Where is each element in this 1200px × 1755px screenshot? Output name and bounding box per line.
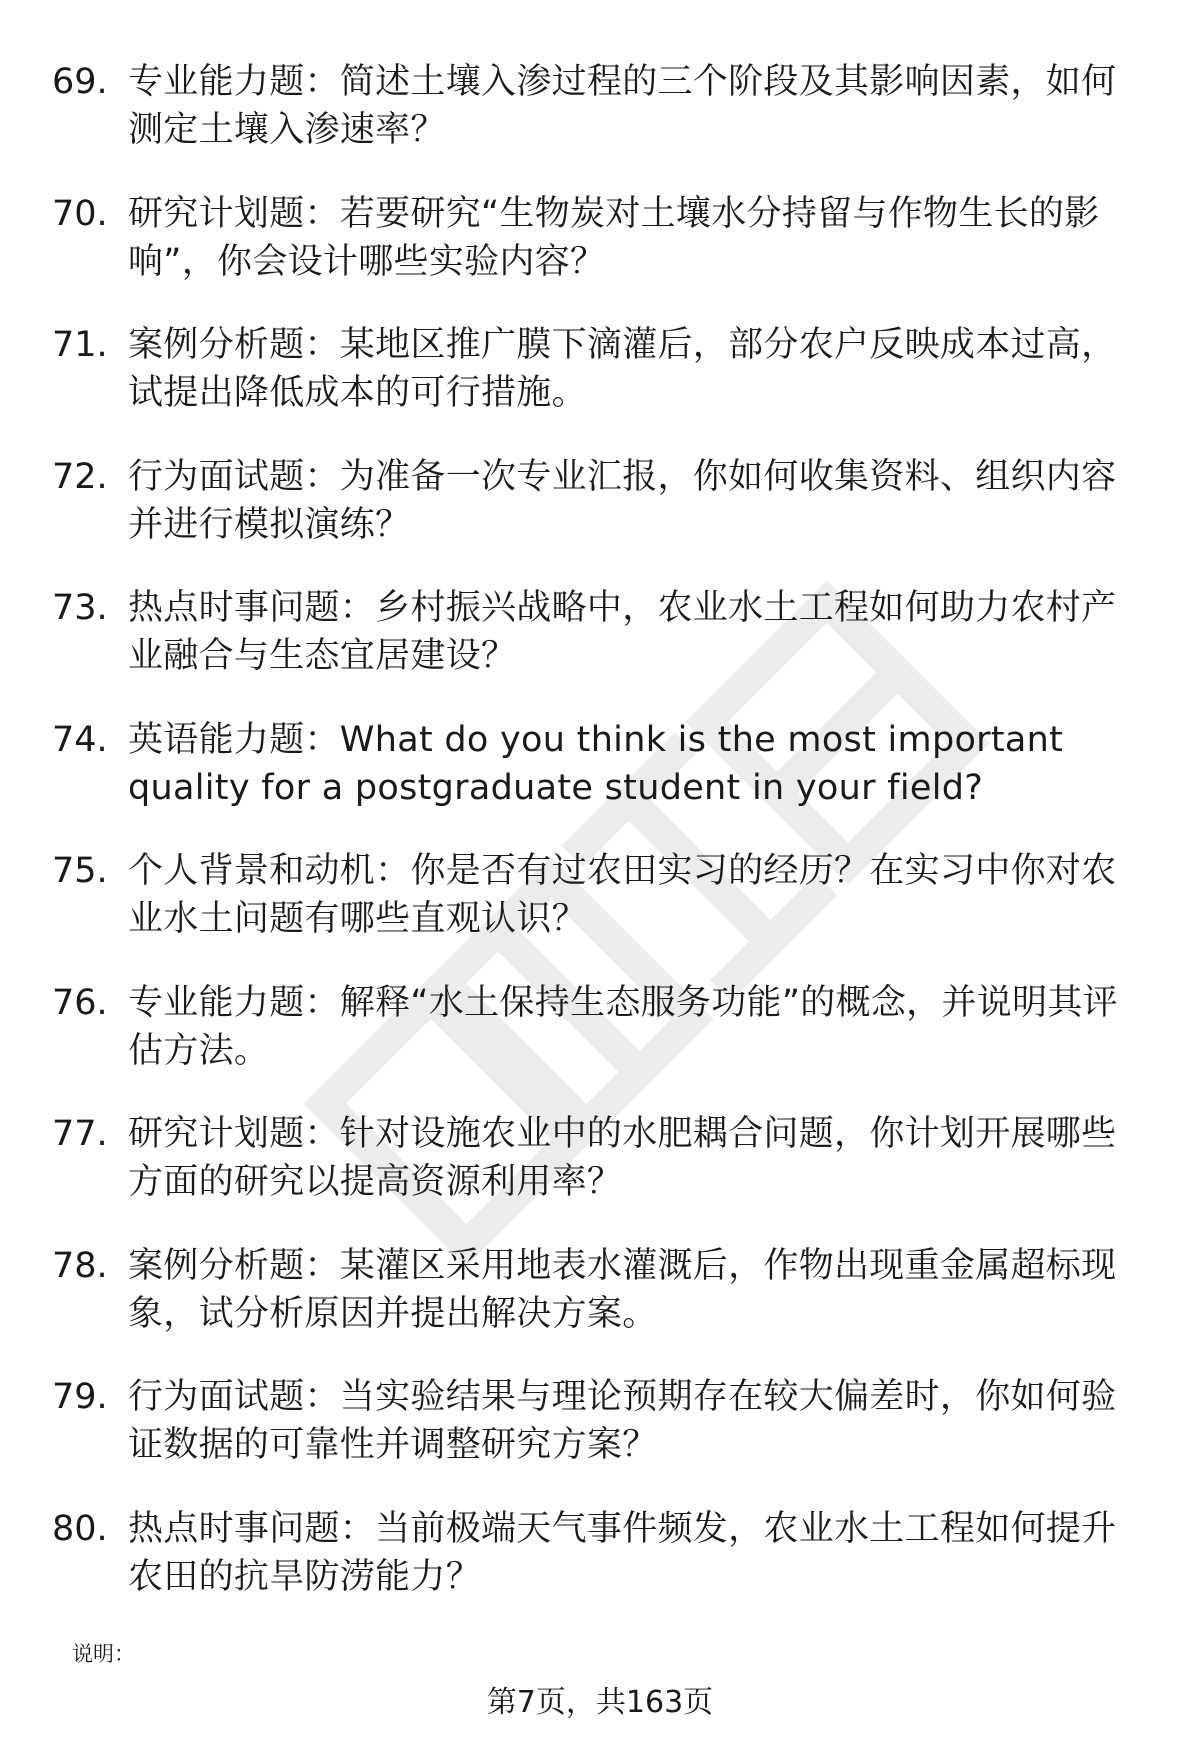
question-number: 80. — [52, 1508, 108, 1549]
question-text: 行为面试题：当实验结果与理论预期存在较大偏差时，你如何验证数据的可靠性并调整研究方案？ — [128, 1377, 1117, 1465]
question-text: 英语能力题：What do you think is the most important quality for a postgraduate student in your field? — [128, 719, 1064, 808]
question-number: 78. — [52, 1245, 108, 1286]
page-indicator: 第7页，共163页 — [486, 1685, 714, 1720]
question-text: 个人背景和动机：你是否有过农田实习的经历？在实习中你对农业水土问题有哪些直观认识？ — [128, 851, 1117, 939]
question-text: 研究计划题：若要研究“生物炭对土壤水分持留与作物生长的影响”，你会设计哪些实验内容？ — [128, 193, 1100, 282]
question-text: 热点时事问题：乡村振兴战略中，农业水土工程如何助力农村产业融合与生态宜居建设？ — [128, 588, 1117, 676]
question-number: 77. — [52, 1114, 108, 1154]
question-number: 71. — [52, 325, 108, 365]
question-item — [52, 1505, 1152, 1637]
question-text: 行为面试题：为准备一次专业汇报，你如何收集资料、组织内容并进行模拟演练？ — [128, 456, 1117, 545]
question-number: 79. — [52, 1377, 108, 1417]
question-item — [52, 321, 1152, 453]
question-text: 案例分析题：某地区推广膜下滴灌后，部分农户反映成本过高，试提出降低成本的可行措施。 — [128, 325, 1117, 413]
question-list — [52, 58, 1152, 1636]
question-text: 专业能力题：简述土壤入渗过程的三个阶段及其影响因素，如何测定土壤入渗速率？ — [128, 62, 1117, 150]
question-number: 70. — [52, 193, 108, 234]
question-item — [52, 716, 1152, 848]
question-number: 76. — [52, 982, 108, 1023]
question-text: 案例分析题：某灌区采用地表水灌溉后，作物出现重金属超标现象，试分析原因并提出解决方案。 — [128, 1245, 1117, 1334]
question-number: 73. — [52, 588, 108, 628]
question-text: 热点时事问题：当前极端天气事件频发，农业水土工程如何提升农田的抗旱防涝能力？ — [128, 1508, 1117, 1597]
question-item — [52, 979, 1152, 1111]
question-text: 专业能力题：解释“水土保持生态服务功能”的概念，并说明其评估方法。 — [128, 982, 1118, 1071]
question-item — [52, 1242, 1152, 1374]
question-item — [52, 453, 1152, 585]
question-item — [52, 58, 1152, 190]
question-text: 研究计划题：针对设施农业中的水肥耦合问题，你计划开展哪些方面的研究以提高资源利用率？ — [128, 1114, 1117, 1202]
question-item — [52, 847, 1152, 979]
question-item — [52, 584, 1152, 716]
question-number: 69. — [52, 62, 108, 102]
question-number: 75. — [52, 851, 108, 891]
question-number: 74. — [52, 719, 108, 760]
question-item — [52, 1110, 1152, 1242]
question-number: 72. — [52, 456, 108, 497]
question-item — [52, 1373, 1152, 1505]
question-item — [52, 190, 1152, 322]
footnote-label: 说明： — [72, 1642, 135, 1666]
